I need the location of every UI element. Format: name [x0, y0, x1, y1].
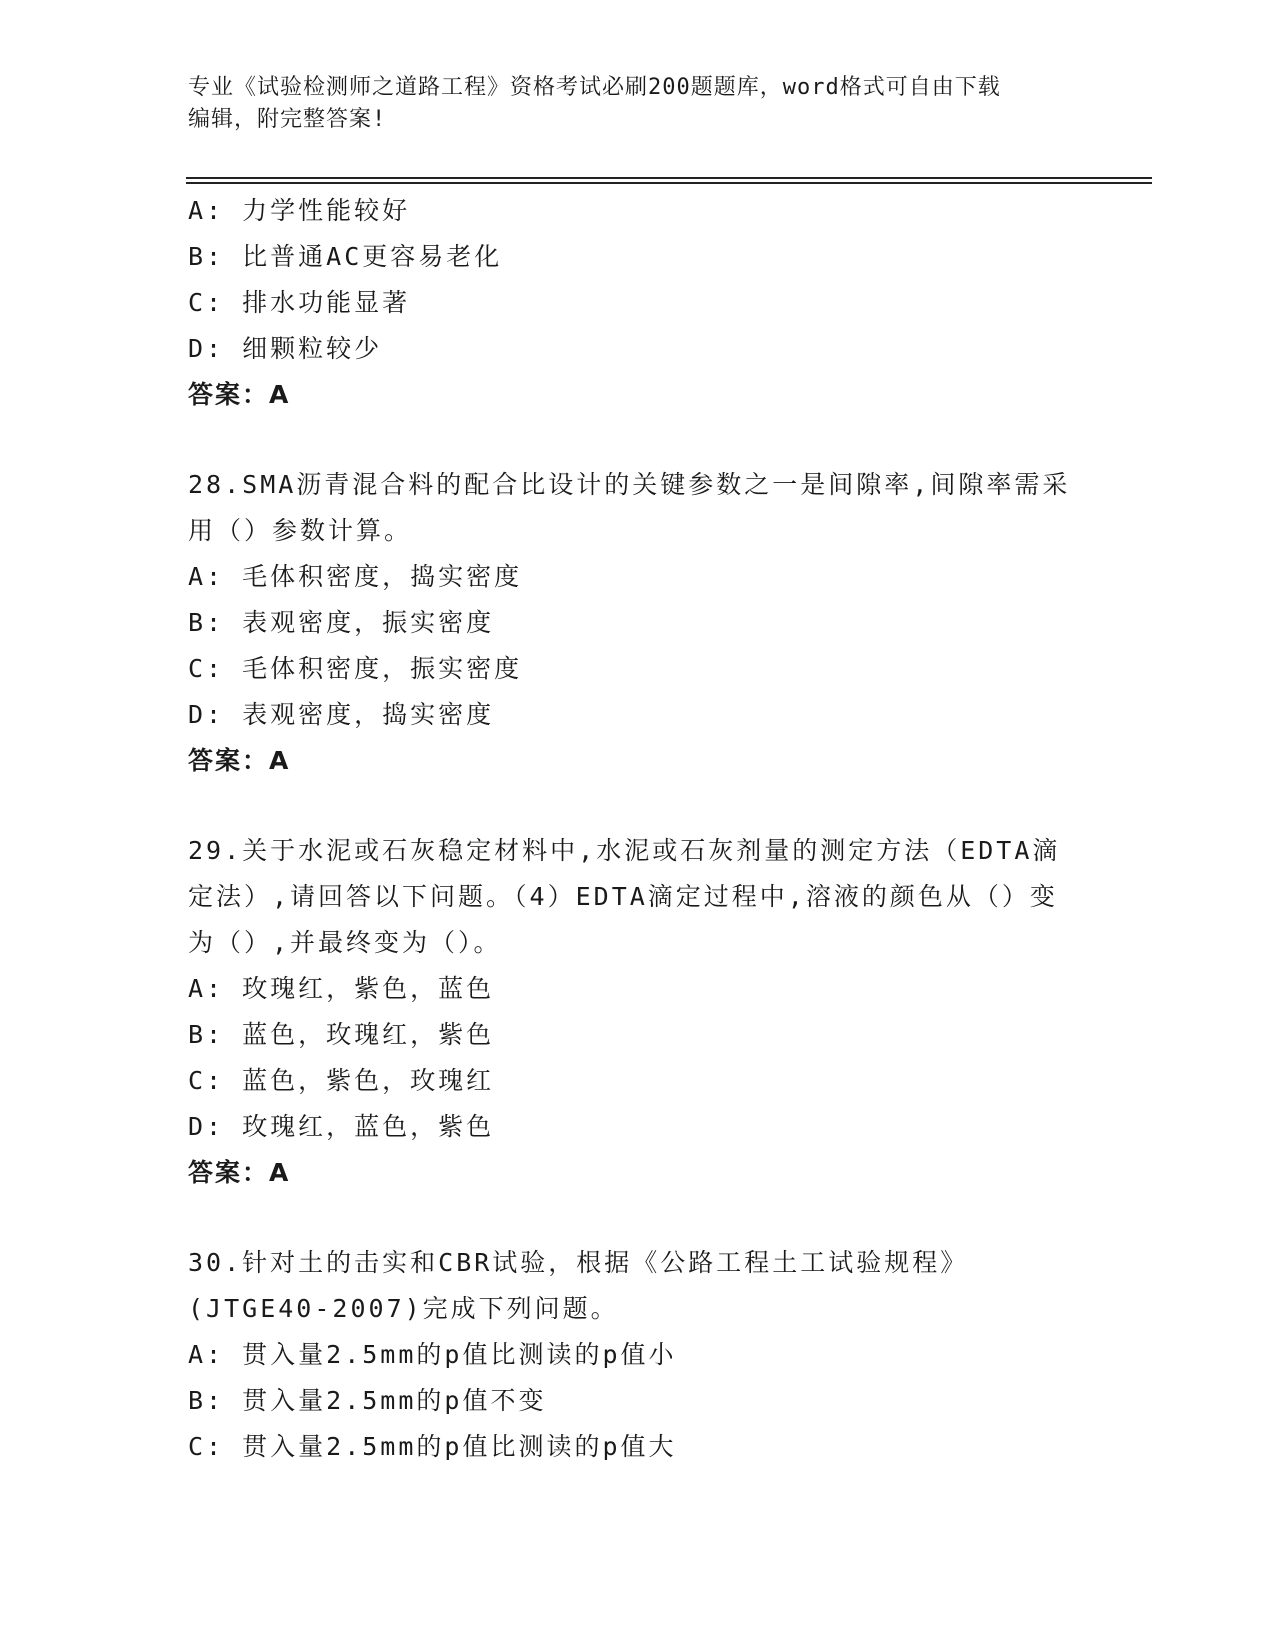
question-27 [188, 188, 1088, 418]
option-c: C: 排水功能显著 [188, 288, 411, 317]
option-c: C: 蓝色，紫色，玫瑰红 [188, 1066, 495, 1095]
option-a: A: 贯入量2.5mm的p值比测读的p值小 [188, 1340, 677, 1369]
option-b: B: 比普通AC更容易老化 [188, 242, 503, 271]
question-text-line: (JTGE40-2007)完成下列问题。 [188, 1294, 619, 1323]
option-c: C: 毛体积密度，振实密度 [188, 654, 523, 683]
question-text-line: 定法）,请回答以下问题。（4）EDTA滴定过程中,溶液的颜色从（）变 [188, 882, 1058, 911]
option-d: D: 表观密度，捣实密度 [188, 700, 495, 729]
option-c: C: 贯入量2.5mm的p值比测读的p值大 [188, 1432, 677, 1461]
header-line-1: 专业《试验检测师之道路工程》资格考试必刷200题题库，word格式可自由下载 [188, 75, 1001, 100]
option-b: B: 蓝色，玫瑰红，紫色 [188, 1020, 495, 1049]
question-29 [188, 828, 1088, 1196]
header-line-2: 编辑，附完整答案! [188, 107, 387, 132]
question-text-line: 30.针对土的击实和CBR试验，根据《公路工程土工试验规程》 [188, 1248, 969, 1277]
question-text-line: 为（）,并最终变为（）。 [188, 928, 502, 957]
header-divider-bottom [186, 182, 1152, 184]
option-d: D: 细颗粒较少 [188, 334, 383, 363]
option-a: A: 毛体积密度，捣实密度 [188, 562, 523, 591]
option-b: B: 表观密度，振实密度 [188, 608, 495, 637]
answer-line: 答案：A [188, 1158, 291, 1187]
option-a: A: 玫瑰红，紫色，蓝色 [188, 974, 495, 1003]
question-28 [188, 462, 1088, 784]
question-30 [188, 1240, 1088, 1470]
answer-line: 答案：A [188, 380, 291, 409]
answer-line: 答案：A [188, 746, 291, 775]
header-divider-top [186, 177, 1152, 179]
page-header [188, 72, 1088, 136]
spacer [188, 418, 1088, 462]
spacer [188, 784, 1088, 828]
spacer [188, 1196, 1088, 1240]
option-b: B: 贯入量2.5mm的p值不变 [188, 1386, 547, 1415]
option-a: A: 力学性能较好 [188, 196, 411, 225]
question-text-line: 29.关于水泥或石灰稳定材料中,水泥或石灰剂量的测定方法（EDTA滴 [188, 836, 1061, 865]
question-list [188, 188, 1088, 1470]
question-text-line: 用（）参数计算。 [188, 516, 413, 545]
option-d: D: 玫瑰红，蓝色，紫色 [188, 1112, 495, 1141]
question-text-line: 28.SMA沥青混合料的配合比设计的关键参数之一是间隙率,间隙率需采 [188, 470, 1071, 499]
